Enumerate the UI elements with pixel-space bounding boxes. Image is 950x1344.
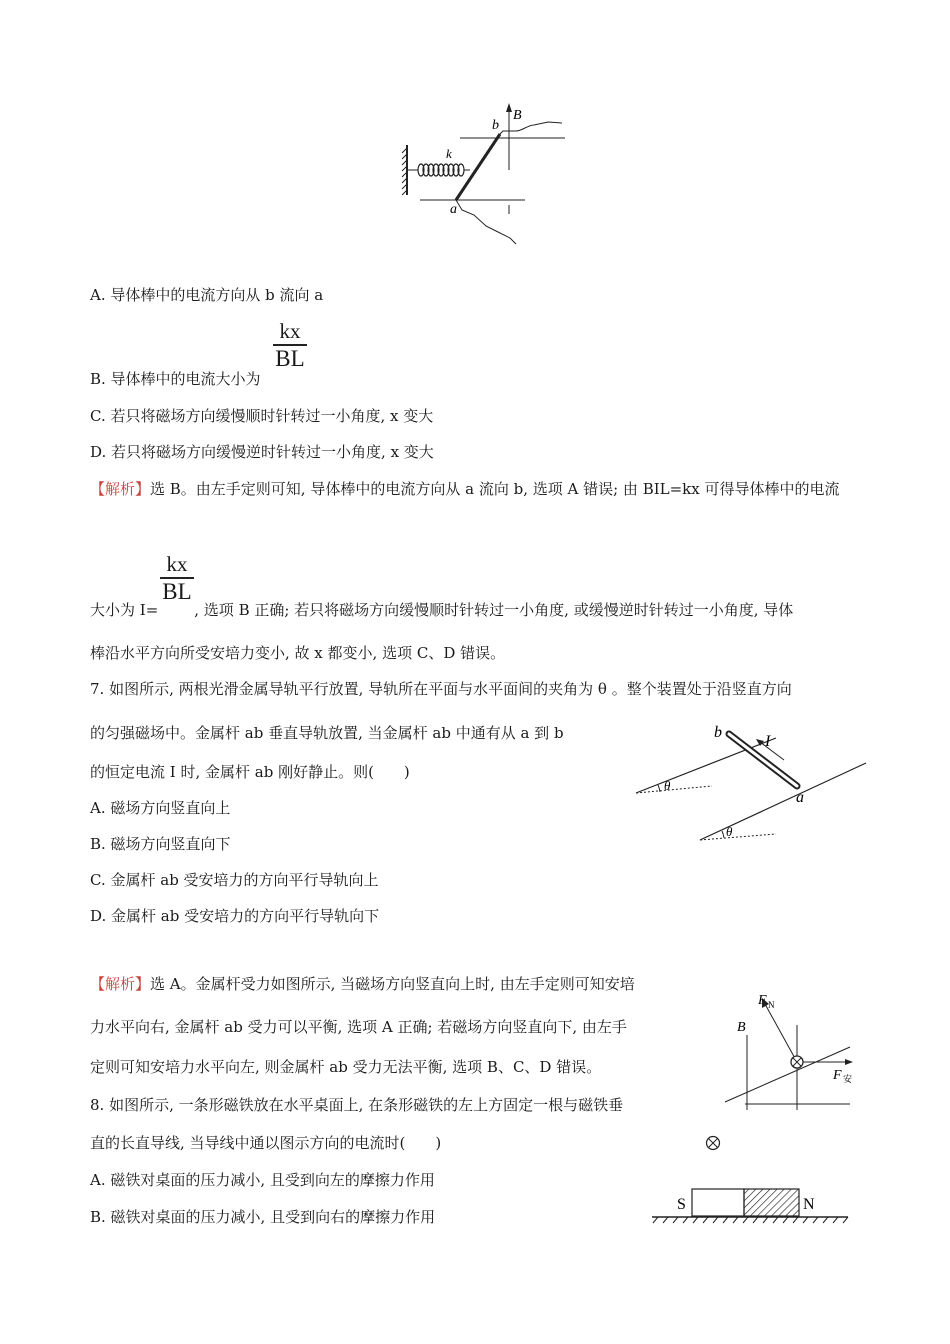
q7-force-label-F-sub: 安	[843, 1074, 853, 1084]
q6-fraction-numerator: kx	[279, 319, 301, 343]
fig1-label-a: a	[450, 202, 457, 217]
fig1-label-B: B	[513, 108, 522, 123]
q7-force-label-B: B	[737, 1020, 746, 1035]
q7-stem-line-2: 的匀强磁场中。金属杆 ab 垂直导轨放置, 当金属杆 ab 中通有从 a 到 b	[90, 724, 564, 742]
q8-fig-label-S: S	[677, 1196, 686, 1213]
q8-option-a: A. 磁铁对桌面的压力减小, 且受到向左的摩擦力作用	[90, 1171, 435, 1189]
q6-fraction-denominator: BL	[275, 346, 305, 371]
q7-analysis-line-3: 定则可知安培力水平向左, 则金属杆 ab 受力无法平衡, 选项 B、C、D 错误。	[90, 1058, 602, 1076]
q7-option-b: B. 磁场方向竖直向下	[90, 835, 231, 853]
q7-analysis-line-2: 力水平向右, 金属杆 ab 受力可以平衡, 选项 A 正确; 若磁场方向竖直向下, 由左手	[90, 1018, 627, 1036]
magnet-figure	[650, 1130, 850, 1225]
q7-analysis-tag: 【解析】	[90, 975, 151, 993]
spring-rail-figure	[400, 100, 570, 250]
q7-fig-label-I: I	[765, 733, 771, 750]
q7-stem-line-3: 的恒定电流 I 时, 金属杆 ab 刚好静止。则( )	[90, 763, 410, 781]
q6-fraction	[272, 318, 308, 372]
q8-stem-line-1: 8. 如图所示, 一条形磁铁放在水平桌面上, 在条形磁铁的左上方固定一根与磁铁垂	[90, 1096, 624, 1114]
q6-analysis-tag: 【解析】	[90, 480, 151, 498]
q8-fig-label-N: N	[803, 1196, 815, 1213]
q8-option-b: B. 磁铁对桌面的压力减小, 且受到向右的摩擦力作用	[90, 1208, 436, 1226]
q7-fig-label-a: a	[796, 789, 804, 806]
q6-option-d: D. 若只将磁场方向缓慢逆时针转过一小角度, x 变大	[90, 443, 434, 461]
q6-analysis-text-2b: , 选项 B 正确; 若只将磁场方向缓慢顺时针转过一小角度, 或缓慢逆时针转过一小角度, 导体	[194, 601, 794, 619]
q6-analysis-fraction-denominator: BL	[162, 579, 192, 604]
q6-option-a: A. 导体棒中的电流方向从 b 流向 a	[90, 286, 324, 304]
q7-fig-label-theta-upper: θ	[664, 778, 671, 793]
q6-option-b: B. 导体棒中的电流大小为	[90, 370, 261, 388]
inclined-rails-figure	[630, 715, 870, 850]
fig1-label-k: k	[446, 146, 452, 161]
q7-option-d: D. 金属杆 ab 受安培力的方向平行导轨向下	[90, 907, 380, 925]
q6-analysis-fraction	[159, 551, 195, 605]
q7-analysis-line-1	[90, 974, 635, 994]
q7-fig-label-theta-lower: θ	[726, 824, 733, 839]
q6-analysis-line-1	[90, 479, 840, 499]
q7-option-c: C. 金属杆 ab 受安培力的方向平行导轨向上	[90, 871, 379, 889]
q7-force-label-FN: F	[758, 993, 767, 1008]
fig1-label-b: b	[492, 118, 499, 133]
q7-analysis-text-1: 选 A。金属杆受力如图所示, 当磁场方向竖直向上时, 由左手定则可知安培	[150, 975, 635, 993]
q6-analysis-fraction-numerator: kx	[166, 552, 188, 576]
q6-option-c: C. 若只将磁场方向缓慢顺时针转过一小角度, x 变大	[90, 407, 434, 425]
q6-analysis-line-2	[90, 600, 793, 620]
q6-analysis-text-2a: 大小为 I=	[90, 601, 159, 619]
q7-force-label-F: F	[833, 1068, 842, 1083]
q6-analysis-line-3: 棒沿水平方向所受安培力变小, 故 x 都变小, 选项 C、D 错误。	[90, 644, 506, 662]
q7-force-label-FN-sub: N	[768, 1000, 775, 1010]
force-diagram-figure	[715, 985, 860, 1110]
q6-analysis-text-1: 选 B。由左手定则可知, 导体棒中的电流方向从 a 流向 b, 选项 A 错误; 由 BIL=kx 可得导体棒中的电流	[150, 480, 840, 498]
q7-stem-line-1: 7. 如图所示, 两根光滑金属导轨平行放置, 导轨所在平面与水平面间的夹角为 θ 。整个装置处于沿竖直方向	[90, 680, 792, 698]
q7-option-a: A. 磁场方向竖直向上	[90, 799, 231, 817]
q8-stem-line-2: 直的长直导线, 当导线中通以图示方向的电流时( )	[90, 1134, 442, 1152]
q7-fig-label-b: b	[714, 724, 722, 741]
